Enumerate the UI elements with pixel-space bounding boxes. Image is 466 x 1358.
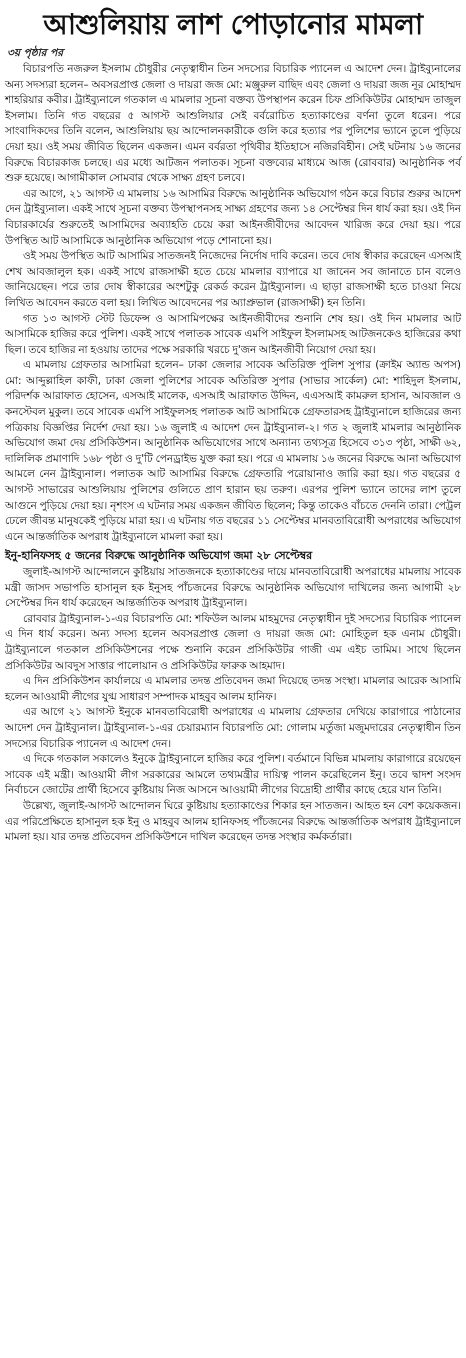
paragraph: এর আগে, ২১ আগস্ট এ মামলায় ১৬ আসামির বিরুদ্ধে আনুষ্ঠানিক অভিযোগ গঠন করে বিচার শুরুর আদেশ দেন ট্রাইব্যুনাল। একই সাথে সূচনা বক্তব্য উপস্থাপনসহ সাক্ষ্য গ্রহণের জন্য ১৪ সেপ্টেম্বর দিন ধার্য করা হয়। ওই দিন বিচারকার্যের শুরুতেই আসামিদের অব্যাহতি চেয়ে করা আইনজীবীদের আবেদন খারিজ করে দেয়া হয়। পরে উপস্থিত আট আসামিকে আনুষ্ঠানিক অভিযোগ পড়ে শোনানো হয়। [5, 187, 461, 247]
headline: আশুলিয়ায় লাশ পোড়ানোর মামলা [43, 8, 423, 41]
paragraph: এ মামলায় গ্রেফতার আসামিরা হলেন– ঢাকা জেলার সাবেক অতিরিক্ত পুলিশ সুপার (ক্রাইম অ্যান্ড অপস) মো: আব্দুল্লাহিল কাফী, ঢাকা জেলা পুলিশের সাবেক অতিরিক্ত সুপার (সাভার সার্কেল) মো: শাহিদুল ইসলাম, পরিদর্শক আরাফাত হোসেন, এসআই মালেক, এসআই আরাফাত উদ্দিন, এএসআই কামরুল হাসান, আবজাল ও কনস্টেবল মুকুল। তবে সাবেক এমপি সাইফুলসহ পলাতক আট আসামিকে গ্রেফতারসহ ট্রাইব্যুনালে হাজিরের জন্য পত্রিকায় বিজ্ঞপ্তির নির্দেশ দেয়া হয়। ১৬ জুলাই এ আদেশ দেন ট্রাইব্যুনাল-২। গত ২ জুলাই মামলার আনুষ্ঠানিক অভিযোগ জমা দেয় প্রসিকিউশন। আনুষ্ঠানিক অভিযোগের সাথে অন্যান্য তথ্যসূত্র হিসেবে ৩১৩ পৃষ্ঠা, সাক্ষী ৬২, দালিলিক প্রমাণাদি ১৬৮ পৃষ্ঠা ও দু'টি পেনড্রাইভ যুক্ত করা হয়। পরে এ মামলায় ১৬ জনের বিরুদ্ধে আনা অভিযোগ আমলে নেন ট্রাইব্যুনাল। পলাতক আট আসামির বিরুদ্ধে গ্রেফতারি পরোয়ানাও জারি করা হয়। গত বছরের ৫ আগস্ট সাভারের আশুলিয়ায় পুলিশের গুলিতে প্রাণ হারান ছয় তরুণ। এরপর পুলিশ ভ্যানে তাদের লাশ তুলে আগুনে পুড়িয়ে দেয়া হয়। নৃশংস এ ঘটনার সময় একজন জীবিত ছিলেন; কিন্তু তাকেও বাঁচতে দেননি তারা। পেট্রল ঢেলে জীবন্ত মানুষকেই পুড়িয়ে মারা হয়। এ ঘটনায় গত বছরের ১১ সেপ্টেম্বর মানবতাবিরোধী অপরাধের অভিযোগ এনে আন্তর্জাতিক অপরাধ ট্রাইব্যুনালে মামলা করা হয়। [5, 359, 461, 543]
article-body-part-2 [5, 565, 461, 846]
subheading: ইনু-হানিফসহ ৫ জনের বিরুদ্ধে আনুষ্ঠানিক অভিযোগ জমা ২৮ সেপ্টেম্বর [5, 549, 313, 563]
paragraph: এর আগে ২১ আগস্ট ইনুকে মানবতাবিরোধী অপরাধের এ মামলায় গ্রেফতার দেখিয়ে কারাগারে পাঠানোর আদেশ দেন ট্রাইব্যুনাল। ট্রাইব্যুনাল-১-এর চেয়ারম্যান বিচারপতি মো: গোলাম মর্তুজা মজুমদারের নেতৃত্বাধীন তিন সদস্যের বিচারিক প্যানেল এ আদেশ দেন। [5, 706, 461, 750]
paragraph: গত ১৩ আগস্ট স্টেট ডিফেন্স ও আসামিপক্ষের আইনজীবীদের শুনানি শেষ হয়। ওই দিন মামলার আট আসামিকে হাজির করে পুলিশ। একই সাথে পলাতক সাবেক এমপি সাইফুল ইসলামসহ আটজনকেও হাজিরের কথা ছিল। তবে হাজির না হওয়ায় তাদের পক্ষে সরকারি খরচে দু'জন আইনজীবী নিয়োগ দেয়া হয়। [5, 312, 461, 356]
continued-from-label: ৩য় পৃষ্ঠার পর [7, 47, 64, 59]
paragraph: জুলাই-আগস্ট আন্দোলনে কুষ্টিয়ায় সাতজনকে হত্যাকাণ্ডের দায়ে মানবতাবিরোধী অপরাধের মামলায় সাবেক মন্ত্রী জাসদ সভাপতি হাসানুল হক ইনুসহ পাঁচজনের বিরুদ্ধে আনুষ্ঠানিক অভিযোগ দাখিলের জন্য আগামী ২৮ সেপ্টেম্বর দিন ধার্য করেছেন আন্তর্জাতিক অপরাধ ট্রাইব্যুনাল। [5, 566, 461, 610]
article-body-part-1 [5, 62, 461, 545]
paragraph: বিচারপতি নজরুল ইসলাম চৌধুরীর নেতৃত্বাধীন তিন সদস্যের বিচারিক প্যানেল এ আদেশ দেন। ট্রাইব্যুনালের অন্য সদস্যরা হলেন– অবসরপ্রাপ্ত জেলা ও দায়রা জজ মো: মঞ্জুরুল বাছিদ এবং জেলা ও দায়রা জজ নূর মোহাম্মদ শাহরিয়ার কবীর। ট্রাইব্যুনালে গতকাল এ মামলার সূচনা বক্তব্য উপস্থাপন করেন চিফ প্রসিকিউটর মোহাম্মদ তাজুল ইসলাম। তিনি গত বছরের ৫ আগস্ট আশুলিয়ার সেই বর্বরোচিত হত্যাকাণ্ডের বর্ণনা তুলে ধরেন। পরে সাংবাদিকদের তিনি বলেন, আশুলিয়ায় ছয় আন্দোলনকারীকে গুলি করে হত্যার পর পুলিশের ভ্যানে তুলে পুড়িয়ে দেয়া হয়। ওই সময় জীবিত ছিলেন একজন। এমন বর্বরতা পৃথিবীর ইতিহাসে নজিরবিহীন। সেই ঘটনায় ১৬ জনের বিরুদ্ধে বিচারকাজ চলছে। এর মধ্যে আটজন পলাতক। সূচনা বক্তব্যের মাধ্যমে আজ (রোববার) আনুষ্ঠানিক পর্ব শুরু হয়েছে। আগামীকাল সোমবার থেকে সাক্ষ্য গ্রহণ চলবে। [5, 63, 461, 185]
paragraph: এ দিন প্রসিকিউশন কার্যালয়ে এ মামলার তদন্ত প্রতিবেদন জমা দিয়েছে তদন্ত সংস্থা। মামলার আরেক আসামি হলেন আওয়ামী লীগের যুগ্ম সাধারণ সম্পাদক মাহবুব আলম হানিফ। [5, 675, 461, 703]
paragraph: ওই সময় উপস্থিত আট আসামির সাতজনই নিজেদের নির্দোষ দাবি করেন। তবে দোষ স্বীকার করেছেন এসআই শেখ আবজালুল হক। একই সাথে রাজসাক্ষী হতে চেয়ে মামলার ব্যাপারে যা জানেন সব জানাতে চান বলেও জানিয়েছেন। পরে তার দোষ স্বীকারের অংশটুকু রেকর্ড করেন ট্রাইব্যুনাল। এ ছাড়া রাজসাক্ষী হতে চাওয়া নিয়ে লিখিত আবেদন করতে বলা হয়। লিখিত আবেদনের পর অ্যাপ্রুভাল (রাজসাক্ষী) হন তিনি। [5, 250, 461, 309]
paragraph: এ দিকে গতকাল সকালেও ইনুকে ট্রাইব্যুনালে হাজির করে পুলিশ। বর্তমানে বিভিন্ন মামলায় কারাগারে রয়েছেন সাবেক এই মন্ত্রী। আওয়ামী লীগ সরকারের আমলে তথ্যমন্ত্রীর দায়িত্ব পালন করেছিলেন ইনু। তবে দ্বাদশ সংসদ নির্বাচনে জোটের প্রার্থী হিসেবে কুষ্টিয়ায় নিজ আসনে আওয়ামী লীগের বিদ্রোহী প্রার্থীর কাছে হেরে যান তিনি। [5, 753, 461, 797]
paragraph: রোববার ট্রাইব্যুনাল-১-এর বিচারপতি মো: শফিউল আলম মাহমুদের নেতৃত্বাধীন দুই সদস্যের বিচারিক প্যানেল এ দিন ধার্য করেন। অন্য সদস্য হলেন অবসরপ্রাপ্ত জেলা ও দায়রা জজ মো: মোহিতুল হক এনাম চৌধুরী। ট্রাইব্যুনালে গতকাল প্রসিকিউশনের পক্ষে শুনানি করেন প্রসিকিউটর গাজী এম এইচ তামিম। সাথে ছিলেন প্রসিকিউটর আবদুস সাত্তার পালোয়ান ও প্রসিকিউটর ফারুক আহমাদ। [5, 612, 461, 672]
paragraph: উল্লেখ্য, জুলাই-আগস্ট আন্দোলন ঘিরে কুষ্টিয়ায় হত্যাকাণ্ডের শিকার হন সাতজন। আহত হন বেশ কয়েকজন। এর পরিপ্রেক্ষিতে হাসানুল হক ইনু ও মাহবুব আলম হানিফসহ পাঁচজনের বিরুদ্ধে আন্তর্জাতিক অপরাধ ট্রাইব্যুনালে মামলা হয়। যার তদন্ত প্রতিবেদন প্রসিকিউশনে দাখিল করেছেন তদন্ত সংস্থার কর্মকর্তারা। [5, 799, 461, 844]
